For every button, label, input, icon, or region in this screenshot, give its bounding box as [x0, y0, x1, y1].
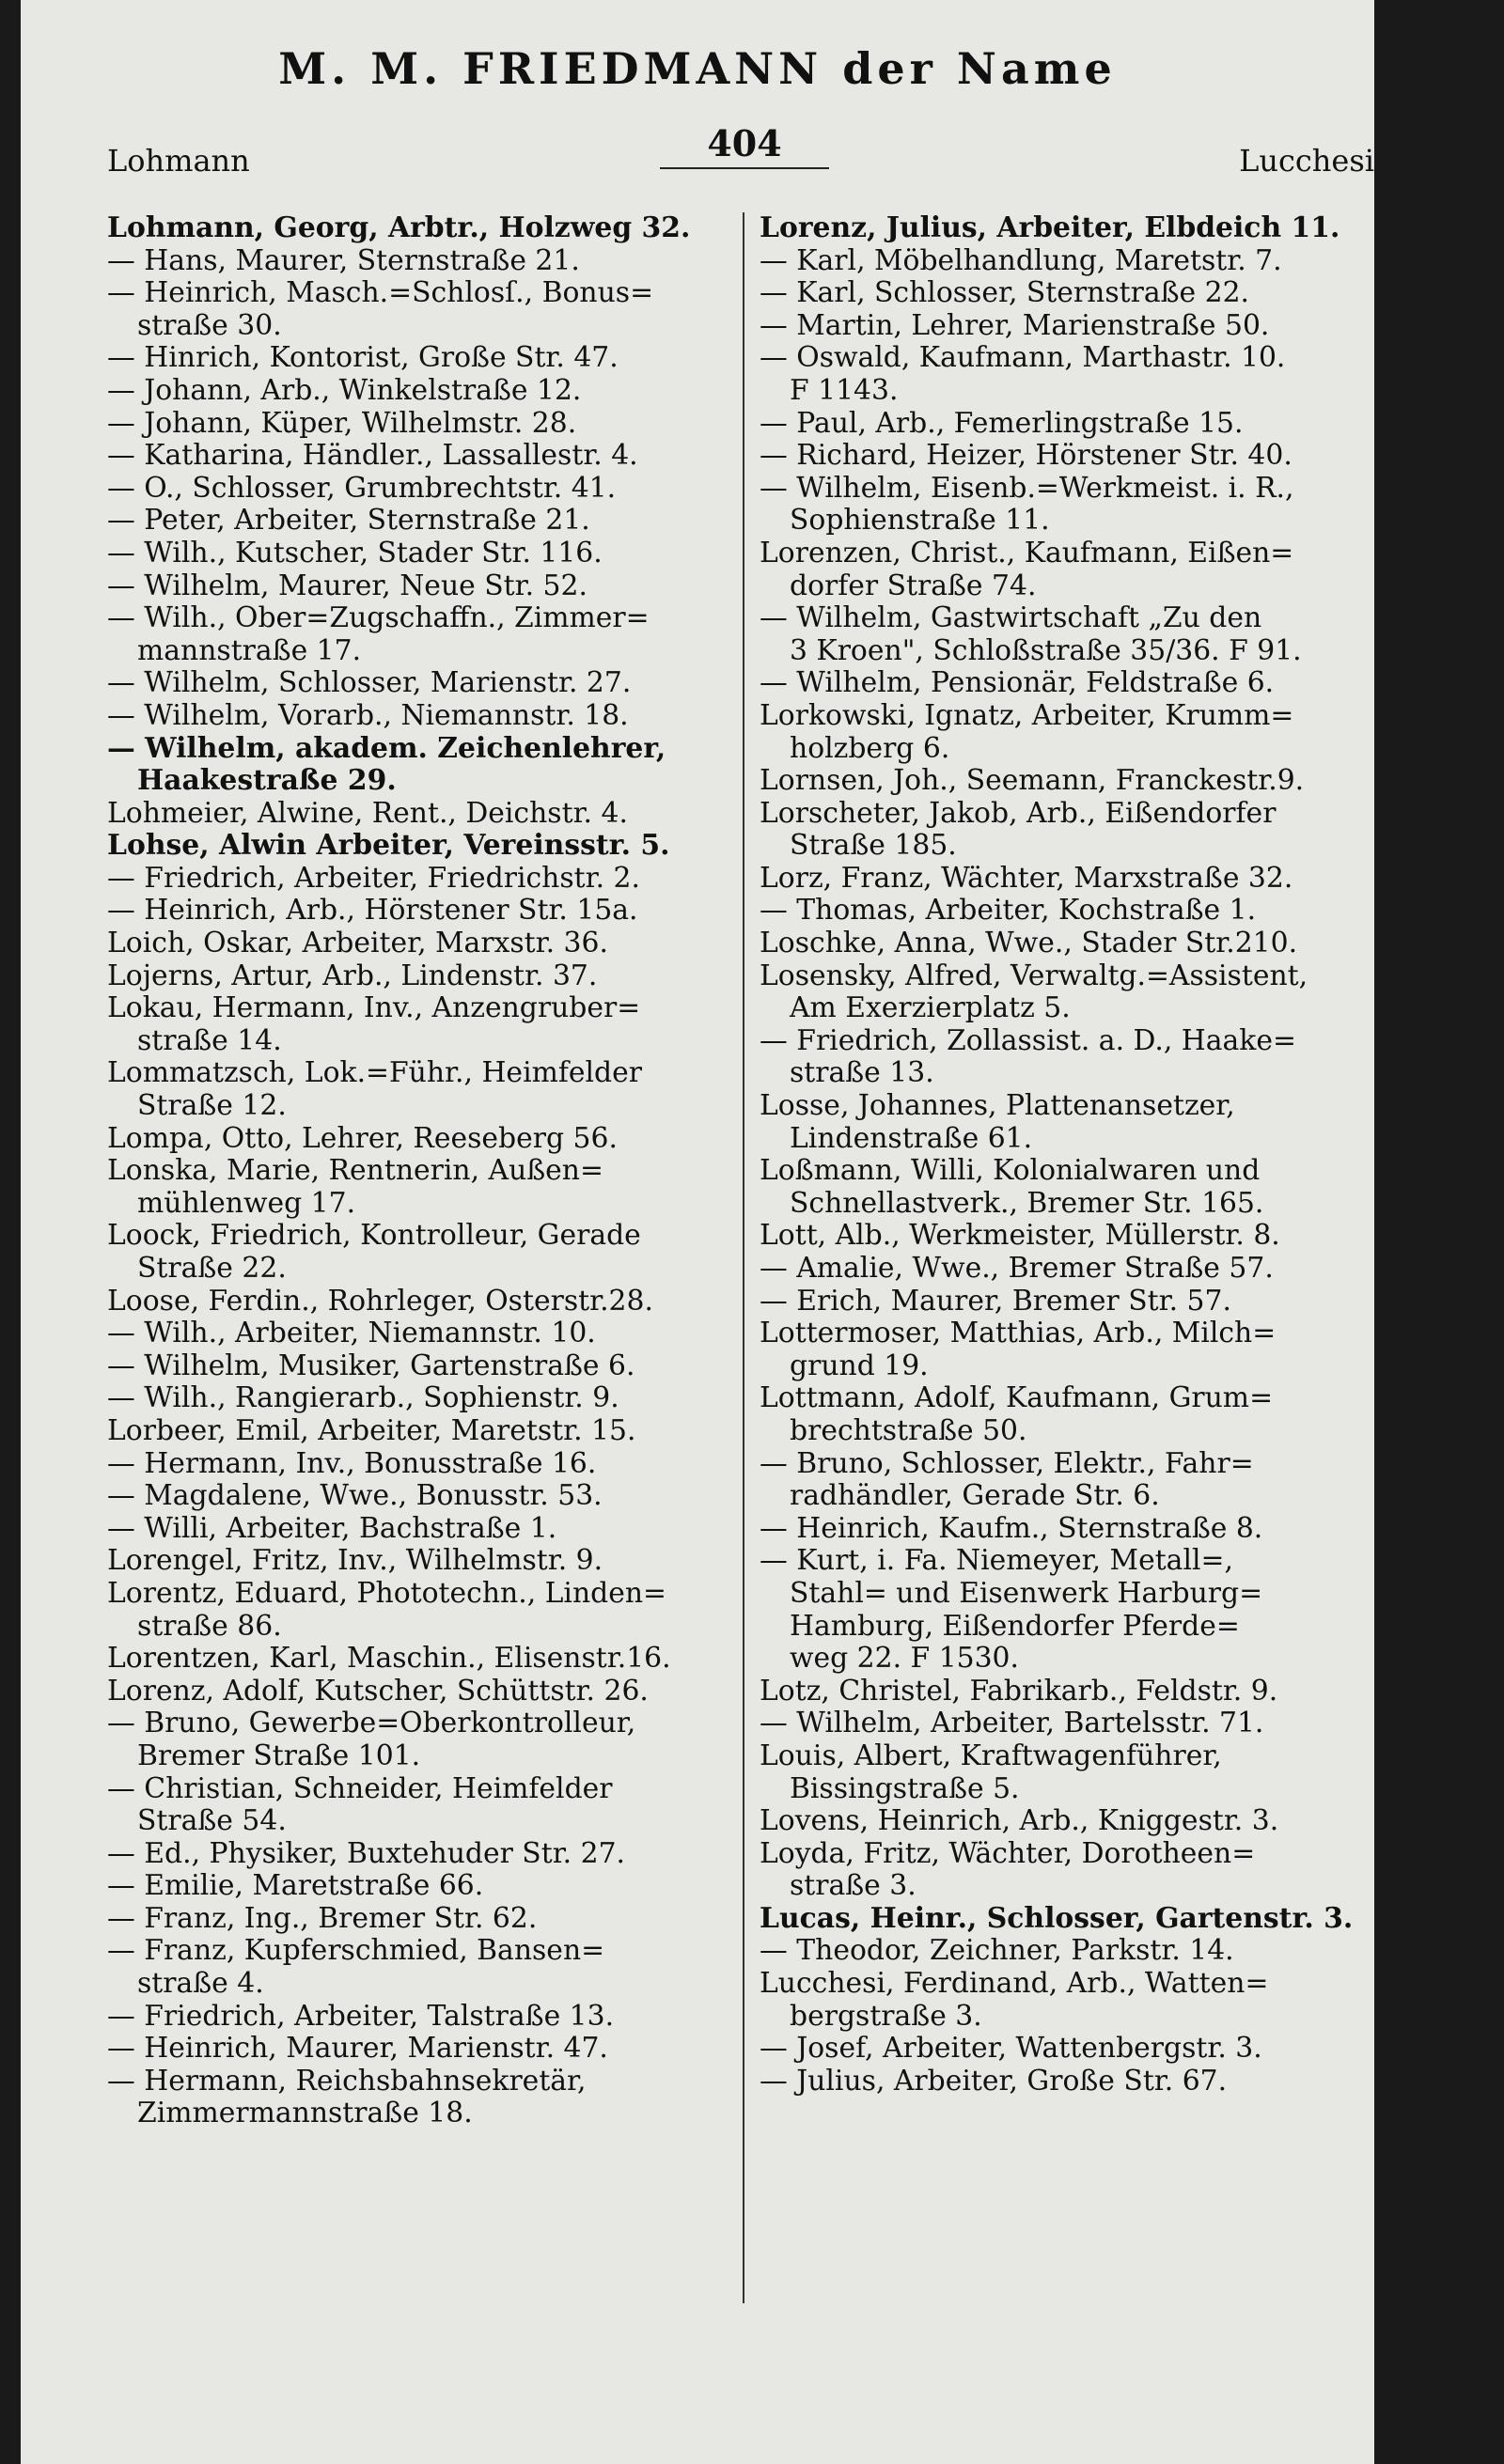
- entry-text: Lorenzen, Christ., Kaufmann, Eißen=: [760, 536, 1294, 569]
- entry-continuation: Straße 22.: [137, 1252, 287, 1285]
- directory-entry: [760, 1545, 1347, 1675]
- directory-entry: [107, 1643, 699, 1676]
- page-number: 404: [707, 122, 782, 164]
- directory-entry: [107, 1155, 699, 1220]
- directory-entry: [107, 2066, 699, 2130]
- entry-text: — O., Schlosser, Grumbrechtstr. 41.: [107, 471, 617, 505]
- entry-text: — Theodor, Zeichner, Parkstr. 14.: [760, 1934, 1234, 1968]
- entry-text: Lottmann, Adolf, Kaufmann, Grum=: [760, 1381, 1274, 1415]
- entry-continuation: straße 30.: [137, 308, 282, 342]
- directory-entry: [760, 1286, 1347, 1318]
- right-column: [760, 211, 1354, 2098]
- directory-entry: [760, 1025, 1347, 1090]
- entry-text: — Wilhelm, Eisenb.=Werkmeist. i. R.,: [760, 471, 1294, 505]
- entry-text: — Josef, Arbeiter, Wattenbergstr. 3.: [760, 2032, 1262, 2066]
- directory-entry: [760, 310, 1347, 343]
- directory-entry: [760, 1676, 1347, 1708]
- entry-text: Lottermoser, Matthias, Arb., Milch=: [760, 1317, 1277, 1350]
- entry-text: Loock, Friedrich, Kontrolleur, Gerade: [107, 1219, 641, 1253]
- directory-entry: [760, 277, 1347, 310]
- entry-text: Lojerns, Artur, Arb., Lindenstr. 37.: [107, 959, 598, 992]
- directory-entry: [107, 667, 699, 700]
- directory-entry: [107, 1545, 699, 1578]
- entry-text: — Wilhelm, Pensionär, Feldstraße 6.: [760, 666, 1275, 700]
- directory-entry: [760, 960, 1347, 1025]
- entry-text: Lotz, Christel, Fabrikarb., Feldstr. 9.: [760, 1674, 1278, 1708]
- entry-continuation: Straße 185.: [790, 829, 957, 863]
- directory-entry: [760, 212, 1347, 245]
- entry-continuation: holzberg 6.: [790, 731, 950, 765]
- entry-text: — Peter, Arbeiter, Sternstraße 21.: [107, 504, 590, 538]
- directory-entry: [760, 1448, 1347, 1513]
- entry-text: — Franz, Ing., Bremer Str. 62.: [107, 1901, 538, 1935]
- entry-text: — Bruno, Schlosser, Elektr., Fahr=: [760, 1446, 1254, 1480]
- directory-entry: [107, 1676, 699, 1708]
- entry-text: Loose, Ferdin., Rohrleger, Osterstr.28.: [107, 1284, 653, 1318]
- entry-text: — Wilh., Rangierarb., Sophienstr. 9.: [107, 1381, 619, 1415]
- entry-text: — Hermann, Inv., Bonusstraße 16.: [107, 1446, 597, 1480]
- entry-text: — Hermann, Reichsbahnsekretär,: [107, 2064, 587, 2098]
- entry-text: Lokau, Hermann, Inv., Anzengruber=: [107, 991, 641, 1025]
- directory-entry: [760, 1838, 1347, 1903]
- entry-text: — Wilh., Kutscher, Stader Str. 116.: [107, 536, 603, 569]
- directory-entry: [760, 1382, 1347, 1447]
- directory-entry: [107, 863, 699, 896]
- entry-continuation: F 1143.: [790, 373, 899, 407]
- entry-text: — Wilhelm, Schlosser, Marienstr. 27.: [107, 666, 632, 700]
- directory-entry: [760, 342, 1347, 407]
- entry-continuation: bergstraße 3.: [790, 1999, 982, 2033]
- page-title: M. M. FRIEDMANN der Name: [278, 43, 1117, 94]
- directory-entry: [107, 1903, 699, 1936]
- directory-entry: [760, 1513, 1347, 1546]
- directory-entry: [760, 1155, 1347, 1220]
- directory-entry: [107, 1838, 699, 1871]
- entry-text: Losse, Johannes, Plattenansetzer,: [760, 1089, 1235, 1123]
- entry-text: — Christian, Schneider, Heimfelder: [107, 1771, 613, 1805]
- directory-entry: [107, 538, 699, 570]
- directory-entry: [107, 830, 699, 863]
- directory-entry: [760, 1805, 1347, 1838]
- entry-text: Lorkowski, Ignatz, Arbeiter, Krumm=: [760, 698, 1294, 732]
- entry-text: — Friedrich, Arbeiter, Talstraße 13.: [107, 1999, 615, 2033]
- directory-entry: [760, 440, 1347, 473]
- entry-continuation: Stahl= und Eisenwerk Harburg=: [790, 1576, 1263, 1610]
- directory-entry: [760, 1220, 1347, 1253]
- entry-continuation: mühlenweg 17.: [137, 1186, 356, 1220]
- directory-entry: [107, 408, 699, 441]
- directory-entry: [760, 473, 1347, 538]
- entry-text: — Paul, Arb., Femerlingstraße 15.: [760, 406, 1244, 440]
- directory-entry: [107, 1220, 699, 1285]
- directory-entry: [760, 245, 1347, 278]
- directory-page: [21, 0, 1374, 2464]
- directory-entry: [107, 1382, 699, 1415]
- entry-text: — Heinrich, Maurer, Marienstr. 47.: [107, 2032, 608, 2066]
- entry-text: — Wilhelm, Gastwirtschaft „Zu den: [760, 601, 1262, 635]
- directory-entry: [760, 1090, 1347, 1155]
- directory-entry: [107, 570, 699, 603]
- directory-entry: [760, 538, 1347, 602]
- entry-text: Lorenz, Julius, Arbeiter, Elbdeich 11.: [760, 211, 1340, 244]
- entry-text: Lorentz, Eduard, Phototechn., Linden=: [107, 1576, 667, 1610]
- directory-entry: [107, 440, 699, 473]
- entry-text: — Wilhelm, akadem. Zeichenlehrer,: [107, 731, 666, 765]
- entry-text: — Magdalene, Wwe., Bonusstr. 53.: [107, 1479, 603, 1513]
- entry-text: Lonska, Marie, Rentnerin, Außen=: [107, 1154, 603, 1188]
- directory-entry: [107, 375, 699, 408]
- entry-text: — Thomas, Arbeiter, Kochstraße 1.: [760, 894, 1257, 928]
- entry-text: Lohmann, Georg, Arbtr., Holzweg 32.: [107, 211, 691, 244]
- entry-text: — Julius, Arbeiter, Große Str. 67.: [760, 2064, 1228, 2098]
- directory-entry: [107, 960, 699, 993]
- entry-continuation: Lindenstraße 61.: [790, 1121, 1033, 1155]
- directory-entry: [107, 1123, 699, 1156]
- directory-entry: [760, 895, 1347, 928]
- entry-continuation: Sophienstraße 11.: [790, 504, 1050, 538]
- entry-text: Loich, Oskar, Arbeiter, Marxstr. 36.: [107, 927, 608, 960]
- directory-entry: [760, 1740, 1347, 1805]
- directory-entry: [107, 342, 699, 375]
- entry-continuation: straße 14.: [137, 1023, 282, 1057]
- entry-text: — Wilh., Arbeiter, Niemannstr. 10.: [107, 1317, 596, 1350]
- entry-continuation: straße 3.: [790, 1869, 916, 1903]
- entry-continuation: mannstraße 17.: [137, 633, 362, 667]
- entry-text: — Johann, Küper, Wilhelmstr. 28.: [107, 406, 577, 440]
- entry-text: Louis, Albert, Kraftwagenführer,: [760, 1739, 1222, 1772]
- entry-text: Loschke, Anna, Wwe., Stader Str.210.: [760, 927, 1298, 960]
- directory-entry: [107, 1415, 699, 1448]
- directory-entry: [760, 1318, 1347, 1382]
- entry-text: Lucchesi, Ferdinand, Arb., Watten=: [760, 1967, 1269, 2001]
- entry-text: Lorz, Franz, Wächter, Marxstraße 32.: [760, 861, 1293, 895]
- entry-text: Lorentzen, Karl, Maschin., Elisenstr.16.: [107, 1642, 671, 1676]
- left-column: [107, 212, 699, 2130]
- entry-text: — Bruno, Gewerbe=Oberkontrolleur,: [107, 1707, 636, 1740]
- entry-text: — Amalie, Wwe., Bremer Straße 57.: [760, 1252, 1274, 1285]
- entry-text: Lorengel, Fritz, Inv., Wilhelmstr. 9.: [107, 1544, 603, 1578]
- directory-entry: [107, 1350, 699, 1383]
- entry-text: — Ed., Physiker, Buxtehuder Str. 27.: [107, 1836, 625, 1870]
- directory-entry: [107, 602, 699, 667]
- entry-text: — Oswald, Kaufmann, Marthastr. 10.: [760, 341, 1286, 375]
- entry-continuation: Straße 12.: [137, 1089, 287, 1123]
- entry-continuation: straße 13.: [790, 1056, 934, 1090]
- entry-text: — Heinrich, Kaufm., Sternstraße 8.: [760, 1511, 1263, 1545]
- running-head-left: Lohmann: [107, 143, 250, 179]
- directory-entry: [107, 1870, 699, 1903]
- directory-entry: [760, 798, 1347, 863]
- entry-text: — Wilh., Ober=Zugschaffn., Zimmer=: [107, 601, 650, 635]
- entry-continuation: straße 4.: [137, 1967, 264, 2001]
- entry-text: — Kurt, i. Fa. Niemeyer, Metall=,: [760, 1544, 1233, 1578]
- directory-entry: [107, 245, 699, 278]
- directory-entry: [760, 1253, 1347, 1286]
- directory-entry: [760, 928, 1347, 960]
- entry-text: — Franz, Kupferschmied, Bansen=: [107, 1934, 605, 1968]
- entry-text: Losensky, Alfred, Verwaltg.=Assistent,: [760, 959, 1308, 992]
- entry-text: Lovens, Heinrich, Arb., Kniggestr. 3.: [760, 1804, 1279, 1838]
- entry-text: Lommatzsch, Lok.=Führ., Heimfelder: [107, 1056, 642, 1090]
- directory-entry: [760, 408, 1347, 441]
- directory-entry: [107, 992, 699, 1057]
- entry-text: Loyda, Fritz, Wächter, Dorotheen=: [760, 1836, 1256, 1870]
- entry-continuation: Haakestraße 29.: [137, 764, 397, 798]
- directory-entry: [107, 1773, 699, 1838]
- entry-continuation: Zimmermannstraße 18.: [137, 2097, 473, 2130]
- entry-text: — Hinrich, Kontorist, Große Str. 47.: [107, 341, 619, 375]
- entry-text: — Wilhelm, Arbeiter, Bartelsstr. 71.: [760, 1707, 1264, 1740]
- entry-continuation: Hamburg, Eißendorfer Pferde=: [790, 1609, 1240, 1643]
- directory-entry: [760, 1968, 1347, 2033]
- directory-entry: [107, 1513, 699, 1546]
- directory-entry: [107, 1935, 699, 2000]
- entry-continuation: Straße 54.: [137, 1804, 287, 1838]
- entry-text: — Karl, Schlosser, Sternstraße 22.: [760, 276, 1250, 310]
- directory-entry: [107, 700, 699, 733]
- entry-text: — Heinrich, Masch.=Schlosſ., Bonus=: [107, 276, 654, 310]
- directory-entry: [107, 1286, 699, 1318]
- entry-continuation: straße 86.: [137, 1609, 282, 1643]
- page-number-rule: [660, 167, 829, 169]
- directory-entry: [107, 798, 699, 831]
- entry-text: Lornsen, Joh., Seemann, Franckestr.9.: [760, 764, 1305, 798]
- entry-text: — Friedrich, Zollassist. a. D., Haake=: [760, 1023, 1296, 1057]
- entry-text: Lott, Alb., Werkmeister, Müllerstr. 8.: [760, 1219, 1280, 1253]
- entry-text: Lohmeier, Alwine, Rent., Deichstr. 4.: [107, 796, 628, 830]
- directory-entry: [107, 733, 699, 798]
- entry-text: Lorscheter, Jakob, Arb., Eißendorfer: [760, 796, 1277, 830]
- directory-entry: [107, 1318, 699, 1350]
- entry-text: — Richard, Heizer, Hörstener Str. 40.: [760, 439, 1292, 473]
- entry-continuation: Schnellastverk., Bremer Str. 165.: [790, 1186, 1264, 1220]
- entry-text: Lorbeer, Emil, Arbeiter, Maretstr. 15.: [107, 1413, 636, 1447]
- directory-entry: [107, 212, 699, 245]
- directory-entry: [107, 1578, 699, 1643]
- directory-entry: [107, 473, 699, 506]
- directory-entry: [760, 667, 1347, 700]
- directory-entry: [107, 1057, 699, 1122]
- entry-text: Lohse, Alwin Arbeiter, Vereinsstr. 5.: [107, 829, 670, 863]
- entry-continuation: brechtstraße 50.: [790, 1413, 1027, 1447]
- directory-entry: [760, 863, 1347, 896]
- directory-entry: [760, 2033, 1347, 2066]
- entry-text: — Hans, Maurer, Sternstraße 21.: [107, 243, 580, 277]
- entry-text: — Emilie, Maretstraße 66.: [107, 1869, 484, 1903]
- entry-text: — Erich, Maurer, Bremer Str. 57.: [760, 1284, 1231, 1318]
- entry-continuation: dorfer Straße 74.: [790, 569, 1037, 602]
- directory-entry: [760, 1935, 1347, 1968]
- entry-text: — Wilhelm, Musiker, Gartenstraße 6.: [107, 1349, 635, 1382]
- column-divider: [743, 212, 744, 2303]
- directory-entry: [760, 765, 1347, 798]
- entry-text: — Heinrich, Arb., Hörstener Str. 15a.: [107, 894, 638, 928]
- directory-entry: [107, 928, 699, 960]
- entry-text: Loßmann, Willi, Kolonialwaren und: [760, 1154, 1261, 1188]
- entry-continuation: 3 Kroen", Schloßstraße 35/36. F 91.: [790, 633, 1302, 667]
- entry-text: Lorenz, Adolf, Kutscher, Schüttstr. 26.: [107, 1674, 649, 1708]
- entry-text: Lucas, Heinr., Schlosser, Gartenstr. 3.: [760, 1901, 1354, 1935]
- entry-text: — Wilhelm, Vorarb., Niemannstr. 18.: [107, 698, 629, 732]
- directory-entry: [760, 1708, 1347, 1740]
- directory-entry: [107, 505, 699, 538]
- entry-text: — Johann, Arb., Winkelstraße 12.: [107, 373, 582, 407]
- directory-entry: [760, 700, 1347, 765]
- directory-entry: [107, 1708, 699, 1772]
- directory-entry: [107, 277, 699, 342]
- directory-entry: [107, 895, 699, 928]
- entry-continuation: weg 22. F 1530.: [790, 1642, 1019, 1676]
- entry-continuation: radhändler, Gerade Str. 6.: [790, 1479, 1160, 1513]
- entry-continuation: grund 19.: [790, 1349, 929, 1382]
- running-head-right: Lucchesi: [1239, 143, 1374, 179]
- directory-entry: [107, 2033, 699, 2066]
- entry-continuation: Am Exerzierplatz 5.: [790, 991, 1071, 1025]
- entry-continuation: Bissingstraße 5.: [790, 1771, 1020, 1805]
- entry-text: — Martin, Lehrer, Marienstraße 50.: [760, 308, 1270, 342]
- entry-text: — Willi, Arbeiter, Bachstraße 1.: [107, 1511, 557, 1545]
- directory-entry: [760, 602, 1347, 667]
- directory-entry: [107, 2001, 699, 2034]
- directory-entry: [760, 1901, 1354, 1936]
- entry-text: Lompa, Otto, Lehrer, Reeseberg 56.: [107, 1121, 618, 1155]
- entry-text: — Karl, Möbelhandlung, Maretstr. 7.: [760, 243, 1282, 277]
- entry-text: — Friedrich, Arbeiter, Friedrichstr. 2.: [107, 861, 640, 895]
- directory-entry: [760, 2066, 1347, 2098]
- directory-entry: [107, 1448, 699, 1481]
- entry-continuation: Bremer Straße 101.: [137, 1739, 421, 1772]
- directory-entry: [107, 1480, 699, 1513]
- entry-text: — Wilhelm, Maurer, Neue Str. 52.: [107, 569, 588, 602]
- entry-text: — Katharina, Händler., Lassallestr. 4.: [107, 439, 638, 473]
